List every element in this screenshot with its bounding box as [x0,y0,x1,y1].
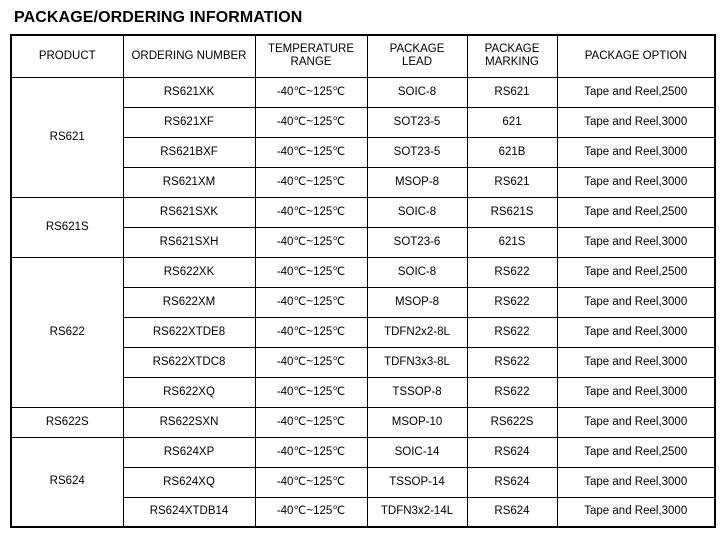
column-header-line: PACKAGE [484,43,540,56]
package-marking-cell: RS621 [467,77,557,107]
package-marking-cell: RS624 [467,497,557,527]
package-lead-cell: SOT23-6 [367,227,467,257]
package-option-cell: Tape and Reel,3000 [557,407,715,437]
package-marking-cell: RS622 [467,347,557,377]
temperature-range-cell: -40℃~125℃ [255,137,367,167]
ordering-number-cell: RS621XF [123,107,255,137]
ordering-number-cell: RS621SXK [123,197,255,227]
column-header-line: PACKAGE OPTION [584,49,687,62]
product-cell: RS624 [11,437,123,527]
column-header-line: LEAD [401,56,433,69]
package-marking-cell: RS622 [467,317,557,347]
product-cell: RS622S [11,407,123,437]
package-option-cell: Tape and Reel,3000 [557,137,715,167]
ordering-number-cell: RS624XP [123,437,255,467]
package-marking-cell: RS622 [467,287,557,317]
column-header [11,35,123,77]
package-option-cell: Tape and Reel,2500 [557,437,715,467]
column-header-line: PACKAGE [389,43,445,56]
package-marking-cell: RS624 [467,437,557,467]
package-marking-cell: RS624 [467,467,557,497]
table-row [11,77,715,107]
temperature-range-cell: -40℃~125℃ [255,167,367,197]
package-lead-cell: TDFN3x3-8L [367,347,467,377]
package-marking-cell: 621S [467,227,557,257]
column-header-line: RANGE [290,56,332,69]
package-marking-cell: RS621 [467,167,557,197]
ordering-number-cell: RS621XM [123,167,255,197]
package-marking-cell: 621 [467,107,557,137]
product-cell: RS621S [11,197,123,257]
package-ordering-table-wrap [10,34,716,528]
package-lead-cell: TDFN3x2-14L [367,497,467,527]
ordering-number-cell: RS622XTDC8 [123,347,255,377]
ordering-number-cell: RS622SXN [123,407,255,437]
column-header-line: MARKING [485,56,539,69]
column-header [557,35,715,77]
package-lead-cell: TDFN2x2-8L [367,317,467,347]
column-header-line: ORDERING NUMBER [131,49,247,62]
temperature-range-cell: -40℃~125℃ [255,347,367,377]
temperature-range-cell: -40℃~125℃ [255,287,367,317]
package-lead-cell: MSOP-10 [367,407,467,437]
package-option-cell: Tape and Reel,3000 [557,467,715,497]
temperature-range-cell: -40℃~125℃ [255,467,367,497]
package-marking-cell: RS622S [467,407,557,437]
temperature-range-cell: -40℃~125℃ [255,257,367,287]
column-header [467,35,557,77]
package-lead-cell: SOT23-5 [367,137,467,167]
table-body [11,77,715,527]
table-row [11,437,715,467]
package-option-cell: Tape and Reel,3000 [557,497,715,527]
product-cell: RS621 [11,77,123,197]
ordering-number-cell: RS624XTDB14 [123,497,255,527]
ordering-number-cell: RS622XM [123,287,255,317]
package-marking-cell: 621B [467,137,557,167]
package-marking-cell: RS621S [467,197,557,227]
package-option-cell: Tape and Reel,3000 [557,107,715,137]
package-ordering-table [10,34,716,528]
package-lead-cell: TSSOP-14 [367,467,467,497]
temperature-range-cell: -40℃~125℃ [255,227,367,257]
column-header [255,35,367,77]
package-option-cell: Tape and Reel,3000 [557,347,715,377]
table-row [11,257,715,287]
product-cell: RS622 [11,257,123,407]
temperature-range-cell: -40℃~125℃ [255,497,367,527]
table-row [11,407,715,437]
ordering-number-cell: RS622XTDE8 [123,317,255,347]
table-header-row [11,35,715,77]
ordering-number-cell: RS621XK [123,77,255,107]
package-lead-cell: MSOP-8 [367,167,467,197]
temperature-range-cell: -40℃~125℃ [255,77,367,107]
temperature-range-cell: -40℃~125℃ [255,407,367,437]
package-option-cell: Tape and Reel,3000 [557,227,715,257]
package-option-cell: Tape and Reel,2500 [557,257,715,287]
temperature-range-cell: -40℃~125℃ [255,377,367,407]
package-option-cell: Tape and Reel,3000 [557,377,715,407]
package-lead-cell: SOIC-14 [367,437,467,467]
temperature-range-cell: -40℃~125℃ [255,437,367,467]
table-row [11,197,715,227]
ordering-number-cell: RS622XK [123,257,255,287]
package-lead-cell: TSSOP-8 [367,377,467,407]
temperature-range-cell: -40℃~125℃ [255,317,367,347]
package-lead-cell: MSOP-8 [367,287,467,317]
package-option-cell: Tape and Reel,3000 [557,167,715,197]
package-lead-cell: SOT23-5 [367,107,467,137]
package-option-cell: Tape and Reel,2500 [557,77,715,107]
page-title: PACKAGE/ORDERING INFORMATION [14,9,303,26]
package-marking-cell: RS622 [467,377,557,407]
column-header-line: PRODUCT [38,49,96,62]
ordering-number-cell: RS621BXF [123,137,255,167]
ordering-number-cell: RS621SXH [123,227,255,257]
package-option-cell: Tape and Reel,2500 [557,197,715,227]
package-option-cell: Tape and Reel,3000 [557,317,715,347]
package-lead-cell: SOIC-8 [367,197,467,227]
table-header [11,35,715,77]
ordering-number-cell: RS624XQ [123,467,255,497]
package-lead-cell: SOIC-8 [367,257,467,287]
ordering-number-cell: RS622XQ [123,377,255,407]
package-marking-cell: RS622 [467,257,557,287]
temperature-range-cell: -40℃~125℃ [255,197,367,227]
column-header [367,35,467,77]
column-header-line: TEMPERATURE [267,43,355,56]
package-lead-cell: SOIC-8 [367,77,467,107]
package-option-cell: Tape and Reel,3000 [557,287,715,317]
temperature-range-cell: -40℃~125℃ [255,107,367,137]
column-header [123,35,255,77]
